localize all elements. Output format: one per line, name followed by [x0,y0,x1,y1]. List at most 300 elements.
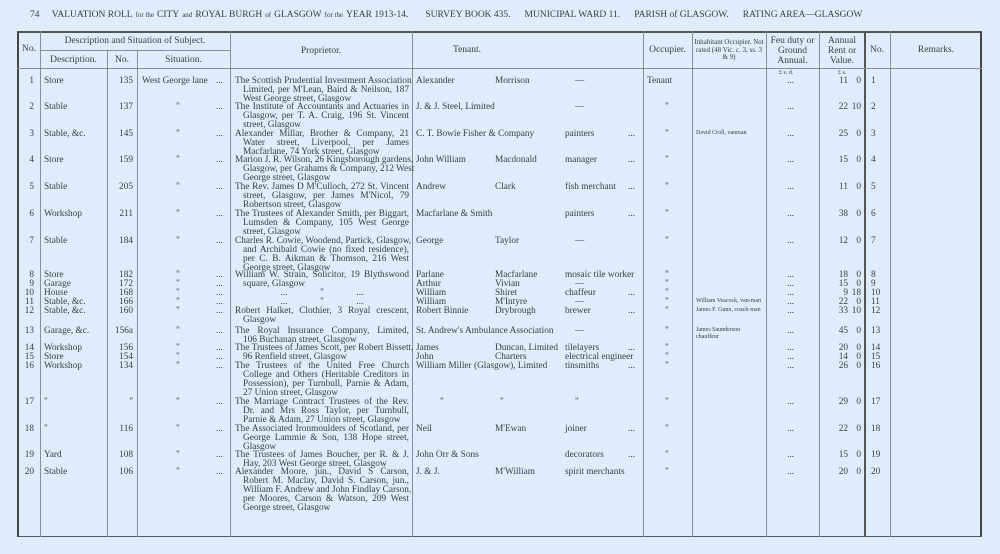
tenant-surname: Vivian [495,279,520,289]
tenant-occupation: painters [565,129,595,139]
tenant-name: Parlane [416,270,444,280]
occupier: " [665,397,669,407]
occupier: " [665,182,669,192]
row-number: 17 [24,397,34,407]
header-feu: Feu duty or Ground Annual. [770,36,815,66]
proprietor-line: street, Glasgow [243,226,301,237]
row-number-right: 3 [871,129,876,139]
column-divider [412,31,413,537]
header-description: Description. [50,55,97,65]
feu-duty: ... [787,288,794,298]
situation-dots: ... [216,288,223,298]
tenant-dots: ... [628,182,635,192]
feu-duty: ... [787,236,794,246]
tenant-name: William Miller (Glasgow), Limited [416,361,548,371]
feu-duty: ... [787,182,794,192]
feu-duty: ... [787,467,794,477]
occupier: " [665,270,669,280]
proprietor [235,271,409,289]
annual-shillings: 0 [856,155,861,165]
feu-duty: ... [787,326,794,336]
situation: " [176,288,180,298]
situation: " [176,424,180,434]
tenant-dots: ... [628,209,635,219]
proprietor-line: Limited, per M'Lean, Baird & Neilson, 187 [243,84,409,95]
occupier: " [665,424,669,434]
column-divider [890,31,891,537]
proprietor-line: Lumsden & Company, 105 West George [243,217,409,228]
annual-pounds: 45 [838,326,848,336]
tenant-occupation: painters [565,209,595,219]
header-tenant: Tenant. [452,45,482,55]
tenant-occupation: joiner [565,424,587,434]
row-number: 14 [24,343,34,353]
subject-number: 182 [119,270,133,280]
proprietor-line: Water street, Liverpool, per James [243,137,409,148]
situation-dots: ... [216,182,223,192]
description: Store [44,155,64,165]
occupier: " [665,343,669,353]
tenant-occupation: — [575,279,585,289]
annual-shillings: 0 [856,270,861,280]
occupier: " [665,326,669,336]
row-number-right: 4 [871,155,876,165]
tenant-surname: Shiret [495,288,518,298]
situation: " [176,352,180,362]
row-number: 15 [24,352,34,362]
proprietor [235,183,409,210]
description: Stable, &c. [44,306,86,316]
tenant-surname: Taylor [495,236,520,246]
occupier: " [665,450,669,460]
feu-duty: ... [787,297,794,307]
subject-number: 137 [119,102,133,112]
feu-duty: ... [787,397,794,407]
proprietor [235,425,409,452]
annual-pounds: 18 [838,270,848,280]
subject-number: 145 [119,129,133,139]
inhabitant-occupier: David Croll, vanman [696,130,747,136]
inhabitant-occupier: James F. Gunn, coach-man [696,307,761,313]
row-number: 8 [29,270,34,280]
proprietor-line: The Trustees of the United Free Church [235,361,409,371]
row-number-right: 1 [871,76,876,86]
row-divider [17,68,982,69]
proprietor [235,307,409,325]
proprietor-line: 27 Union street, Glasgow [243,387,339,398]
tenant-occupation: manager [565,155,598,165]
proprietor-line: Robert M. Maclay, David S. Carson, jun., [243,475,409,486]
tenant-surname: M'William [495,467,536,477]
annual-shillings: 18 [851,288,861,298]
proprietor [235,362,409,398]
occupier: " [665,236,669,246]
proprietor-line: College and Others (Heritable Creditors in [243,369,409,380]
row-number-right: 12 [871,306,881,316]
tenant-occupation: — [575,76,585,86]
situation: " [176,343,180,353]
annual-pounds: 26 [838,361,848,371]
subject-number: 184 [119,236,133,246]
description: Stable [44,182,68,192]
proprietor-line: The Institute of Accountants and Actuaries in [235,102,409,112]
tenant-surname: Macfarlane [495,270,538,280]
tenant-name: Neil [416,424,433,434]
header-group: Description and Situation of Subject. [64,36,206,46]
title-segment: CITY [157,10,180,20]
description: " [44,424,48,434]
row-number: 10 [24,288,34,298]
proprietor [235,467,412,513]
description: Stable [44,236,68,246]
annual-shillings: 10 [851,306,861,316]
tenant-occupation: electrical engineer [565,352,634,362]
feu-duty: ... [787,424,794,434]
situation: " [176,129,180,139]
occupier: " [665,209,669,219]
description: Garage [44,279,71,289]
proprietor-line: Robert Halket, Clothier, 3 Royal crescent, [235,306,409,316]
occupier: Tenant [647,76,673,86]
annual-shillings: 0 [856,182,861,192]
proprietor-line: Glasgow, per T. A. Craig, 196 St. Vincent [243,110,409,121]
annual-units: £ s. [838,70,847,76]
feu-duty: ... [787,361,794,371]
situation-dots: ... [216,450,223,460]
proprietor-line: Marion J. R. Wilson, 26 Kingsborough gardens, [235,155,414,165]
row-number-right: 14 [871,343,881,353]
tenant-dots: ... [628,129,635,139]
annual-pounds: 33 [838,306,848,316]
situation: " [176,209,180,219]
tenant-surname: " [500,397,504,407]
subject-number: 134 [119,361,133,371]
annual-pounds: 22 [838,424,848,434]
tenant-dots: ... [628,424,635,434]
row-number: 6 [29,209,34,219]
tenant-name: J. & J. Steel, Limited [416,102,495,112]
tenant-occupation: mosaic tile worker [565,270,635,280]
header-no: No. [22,44,36,54]
tenant-dots: ... [628,450,635,460]
feu-duty: ... [787,306,794,316]
proprietor-line: George street, Glasgow [243,172,331,183]
proprietor [235,76,412,104]
proprietor-line: 96 Renfield street, Glasgow [243,351,347,362]
tenant-surname: M'Intyre [495,297,528,307]
row-number-right: 7 [871,236,876,246]
occupier: " [665,306,669,316]
proprietor-line: Parnie & Adam, 27 Union street, Glasgow [243,414,401,425]
tenant-name: John [416,352,434,362]
row-number-right: 8 [871,270,876,280]
proprietor-line: street, Glasgow, per James M'Nicol, 79 [243,190,409,201]
proprietor-line: ... " ... [280,297,364,307]
feu-duty: ... [787,279,794,289]
annual-pounds: 38 [838,209,848,219]
tenant-name: Arthur [416,279,441,289]
proprietor-line: The Trustees of James Scott, per Robert Bissett, [235,343,414,353]
annual-shillings: 0 [856,424,861,434]
description: Store [44,76,64,86]
annual-shillings: 0 [856,326,861,336]
proprietor-line: Robertson street, Glasgow [243,199,342,210]
situation-dots: ... [216,306,223,316]
situation-dots: ... [216,343,223,353]
proprietor-line: The Rev. James D M'Culloch, 272 St. Vincent [235,182,409,192]
row-number: 16 [24,361,34,371]
title-ward: MUNICIPAL WARD 11. [524,10,621,20]
situation-dots: ... [216,397,223,407]
occupier: " [665,352,669,362]
column-divider [230,31,231,537]
subject-number: 168 [119,288,133,298]
tenant-name: " [440,397,444,407]
title-segment: of [265,11,272,19]
proprietor-line: Hay, 203 West George street, Glasgow [243,458,387,469]
proprietor-line: Macfarlane, 74 York street, Glasgow [243,146,380,157]
feu-duty: ... [787,209,794,219]
row-number-right: 2 [871,102,876,112]
row-number-right: 15 [871,352,881,362]
tenant-occupation: tinsmiths [565,361,600,371]
feu-duty: ... [787,76,794,86]
subject-number: 211 [119,209,133,219]
column-divider [692,31,693,537]
subject-number: 156 [119,343,133,353]
situation: " [176,270,180,280]
header-inhabitant: Inhabitant Occupier. Not rated (48 Vic. c. 3, ss. 3 & 9) [694,38,764,61]
proprietor-line: George street, Glasgow [243,502,331,513]
situation: " [176,155,180,165]
tenant-dots: ... [628,306,635,316]
tenant-dots: ... [628,361,635,371]
subject-number: 172 [119,279,133,289]
situation: " [176,279,180,289]
situation-dots: ... [216,76,223,86]
occupier: " [665,361,669,371]
inhabitant-occupier: James Saunderson chauffeur [696,327,741,340]
row-number-right: 13 [871,326,881,336]
page-number: 74 [30,10,40,20]
subject-number: " [129,397,133,407]
row-number: 5 [29,182,34,192]
description: Stable, &c. [44,297,86,307]
tenant-surname: Duncan, Limited [495,343,558,353]
proprietor-line: Alexander Moore, jun., David S Carson, [235,467,409,477]
feu-duty: ... [787,270,794,280]
annual-shillings: 0 [856,129,861,139]
row-number: 4 [29,155,34,165]
situation: " [176,467,180,477]
description: Stable, &c. [44,129,86,139]
proprietor-line: William F. Andrew and John Findlay Carson, [243,484,412,495]
tenant-occupation: chaffeur [565,288,596,298]
situation-dots: ... [216,352,223,362]
proprietor [235,398,409,425]
tenant-name: Alexander [416,76,455,86]
proprietor-line: The Scottish Prudential Investment Association [235,76,412,86]
header-situation: Situation. [165,55,202,65]
title-parish: PARISH of GLASGOW. [634,10,729,20]
proprietor-line: George Lammie & Son, 138 Hope street, [243,432,409,443]
header-proprietor: Proprietor. [300,46,342,56]
description: House [44,288,68,298]
title-segment: GLASGOW [274,10,322,20]
feu-duty: ... [787,102,794,112]
description: " [44,397,48,407]
description: Yard [44,450,62,460]
proprietor-line: Glasgow [243,441,277,452]
situation-dots: ... [216,209,223,219]
tenant-name: J. & J. [416,467,440,477]
annual-pounds: 20 [838,467,848,477]
tenant-occupation: spirit merchants [565,467,625,477]
annual-shillings: 0 [856,361,861,371]
tenant-occupation: brewer [565,306,591,316]
situation: " [176,297,180,307]
description: Workshop [44,361,82,371]
situation: " [176,450,180,460]
row-number: 1 [29,76,34,86]
proprietor-line: ... " ... [280,288,364,298]
tenant-name: James [416,343,439,353]
row-number-right: 18 [871,424,881,434]
page-header [30,10,862,21]
row-number: 13 [24,326,34,336]
tenant-name: John Orr & Sons [416,450,479,460]
annual-shillings: 0 [856,397,861,407]
tenant-occupation: tilelayers [565,343,600,353]
title-rating-area: RATING AREA—GLASGOW [742,10,863,20]
proprietor-line: Glasgow [243,314,277,325]
row-number-right: 19 [871,450,881,460]
annual-pounds: 11 [839,182,848,192]
description: Garage, &c. [44,326,90,336]
proprietor-line: per Moores, Carson & Watson, 209 West [243,493,409,504]
proprietor-line: The Marriage Contract Trustees of the Rev. [235,397,409,407]
situation-dots: ... [216,424,223,434]
proprietor-line: and Archibald Cowie (no fixed residence), [243,244,409,255]
row-number-right: 11 [871,297,880,307]
description: Stable [44,102,68,112]
situation: " [176,236,180,246]
occupier: " [665,297,669,307]
situation-dots: ... [216,102,223,112]
occupier: " [665,279,669,289]
tenant-surname: Charters [495,352,527,362]
row-number-right: 17 [871,397,881,407]
situation-dots: ... [216,270,223,280]
annual-shillings: 0 [856,236,861,246]
occupier: " [665,102,669,112]
annual-shillings: 0 [856,76,861,86]
annual-pounds: 22 [838,102,848,112]
tenant-name: Andrew [416,182,446,192]
row-number: 18 [24,424,34,434]
row-number: 11 [25,297,34,307]
tenant-occupation: decorators [565,450,604,460]
proprietor-line: The Associated Ironmoulders of Scotland, per [235,424,409,434]
tenant-occupation: — [575,236,585,246]
tenant-name: Robert Binnie [416,306,469,316]
feu-duty: ... [787,352,794,362]
tenant-name: William [416,288,447,298]
proprietor-line: Glasgow, per Grahams & Company, 212 West [243,163,415,174]
situation: " [176,102,180,112]
tenant-surname: Macdonald [495,155,537,165]
occupier: " [665,129,669,139]
column-divider [819,31,820,537]
annual-pounds: 14 [838,352,848,362]
proprietor-line: 106 Buchanan street, Glasgow [243,334,357,345]
row-number-right: 10 [871,288,881,298]
subject-number: 160 [119,306,133,316]
proprietor-line: Alexander Millar, Brother & Company, 21 [235,129,409,139]
annual-pounds: 29 [838,397,848,407]
description: Workshop [44,209,82,219]
row-number: 19 [24,450,34,460]
proprietor [235,155,415,183]
situation: " [176,397,180,407]
annual-shillings: 0 [856,297,861,307]
proprietor-line: Dr. and Mrs Ross Taylor, per Turnbull, [243,405,409,416]
feu-duty: ... [787,155,794,165]
row-number-right: 9 [871,279,876,289]
situation: " [176,361,180,371]
proprietor [235,210,409,237]
subject-number: 116 [119,424,133,434]
situation-dots: ... [216,155,223,165]
feu-duty: ... [787,450,794,460]
annual-pounds: 15 [838,155,848,165]
subject-number: 154 [119,352,133,362]
header-no2: No. [870,45,884,55]
description: Workshop [44,343,82,353]
annual-pounds: 20 [838,343,848,353]
tenant-name: Macfarlane & Smith [416,209,493,219]
row-number: 9 [29,279,34,289]
tenant-occupation: — [575,326,585,336]
subject-number: 135 [119,76,133,86]
proprietor [235,130,409,157]
tenant-surname: Drybrough [495,306,536,316]
subject-number: 166 [119,297,133,307]
row-number-right: 16 [871,361,881,371]
situation-dots: ... [216,129,223,139]
annual-pounds: 25 [838,129,848,139]
title-segment: YEAR 1913-14. [346,10,409,20]
row-number: 20 [24,467,34,477]
description: Store [44,270,64,280]
title-segment: ROYAL BURGH [195,10,263,20]
tenant-name: William [416,297,447,307]
situation-dots: ... [216,297,223,307]
subject-number: 108 [119,450,133,460]
column-divider [766,31,767,537]
description: Store [44,352,64,362]
annual-shillings: 10 [851,102,861,112]
row-number: 12 [24,306,34,316]
feu-units: £ s. d. [779,70,794,76]
situation-dots: ... [216,326,223,336]
annual-shillings: 0 [856,279,861,289]
annual-shillings: 0 [856,343,861,353]
tenant-surname: Clark [495,182,516,192]
column-divider [643,31,644,537]
title-segment: for the [324,11,344,19]
annual-pounds: 11 [839,76,848,86]
